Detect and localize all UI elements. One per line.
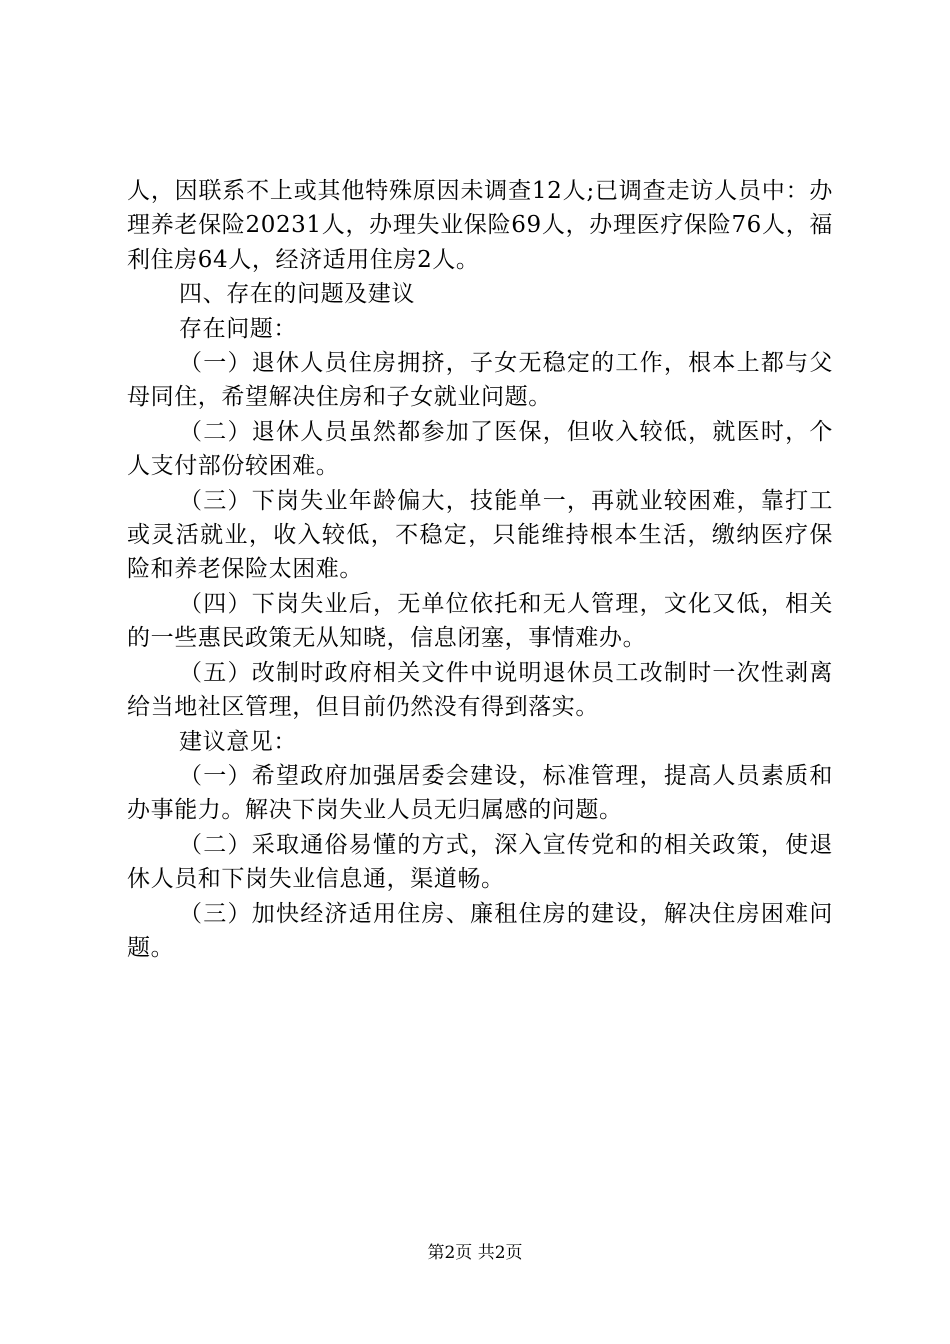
suggestion-item-2: （二）采取通俗易懂的方式，深入宣传党和的相关政策，使退休人员和下岗失业信息通，渠道畅。 — [127, 831, 833, 893]
subheading-existing-problems: 存在问题： — [179, 315, 297, 342]
problem-item-2: （二）退休人员虽然都参加了医保，但收入较低，就医时，个人支付部份较困难。 — [127, 418, 833, 480]
suggestion-item-1: （一）希望政府加强居委会建设，标准管理，提高人员素质和办事能力。解决下岗失业人员无归属感的问题。 — [127, 762, 833, 824]
suggestion-item-3: （三）加快经济适用住房、廉租住房的建设，解决住房困难问题。 — [127, 900, 833, 961]
problem-item-1: （一）退休人员住房拥挤，子女无稳定的工作，根本上都与父母同住，希望解决住房和子女就业问题。 — [127, 350, 833, 411]
paragraph-survey-summary: 人，因联系不上或其他特殊原因未调查12人;已调查走访人员中：办理养老保险20231人，办理失业保险69人，办理医疗保险76人，福利住房64人，经济适用住房2人。 — [127, 178, 833, 273]
problem-item-5: （五）改制时政府相关文件中说明退休员工改制时一次性剥离给当地社区管理，但目前仍然没有得到落实。 — [127, 659, 833, 721]
subheading-suggestions: 建议意见： — [179, 728, 297, 755]
problem-item-4: （四）下岗失业后，无单位依托和无人管理，文化又低，相关的一些惠民政策无从知晓，信息闭塞，事情难办。 — [127, 590, 833, 652]
document-body — [127, 174, 833, 965]
page-footer — [0, 1242, 950, 1264]
page-number-label: 第2页 共2页 — [427, 1243, 523, 1263]
problem-item-3: （三）下岗失业年龄偏大，技能单一，再就业较困难，靠打工或灵活就业，收入较低，不稳定，只能维持根本生活，缴纳医疗保险和养老保险太困难。 — [127, 487, 833, 583]
section-heading-problems-and-suggestions: 四、存在的问题及建议 — [179, 281, 415, 308]
